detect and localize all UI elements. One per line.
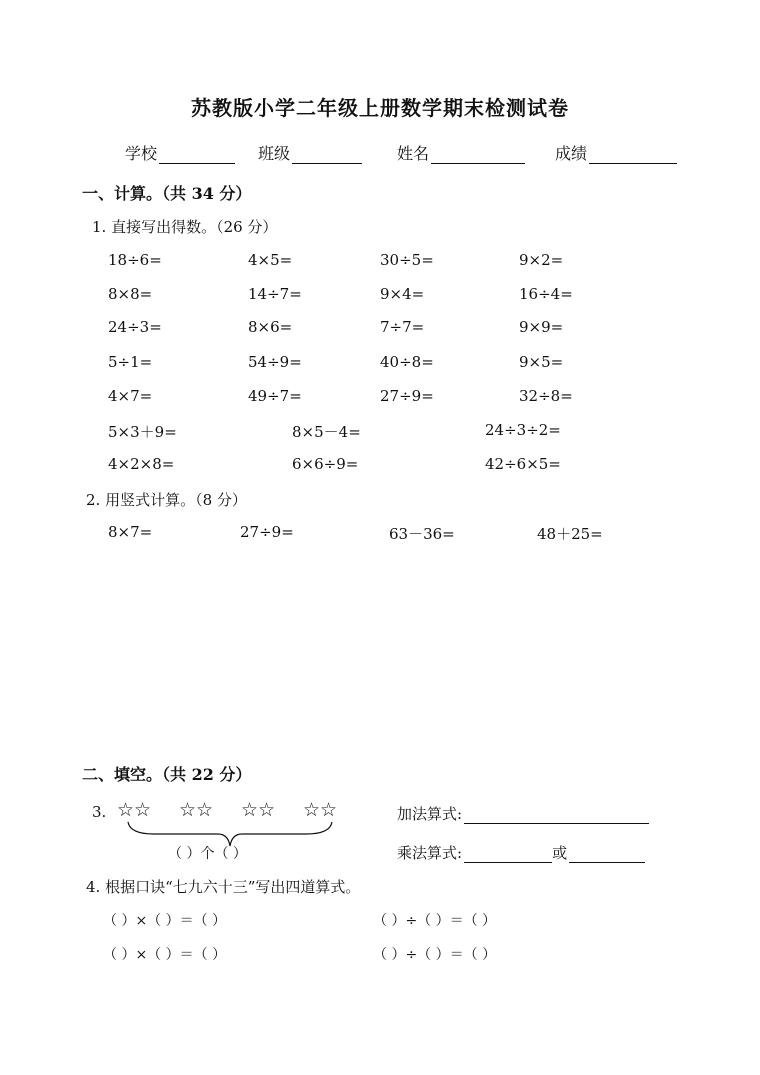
vertical-calc-item: 63－36=	[389, 525, 455, 543]
class-field	[258, 141, 362, 164]
mul-expression-blank-1[interactable]	[464, 845, 552, 863]
mixed-calc-item: 6×6÷9=	[292, 455, 359, 473]
calc-item: 4×7=	[108, 387, 153, 405]
q1-label: 1. 直接写出得数。（26 分）	[92, 218, 278, 236]
mixed-calc-item: 4×2×8=	[108, 455, 175, 473]
mul-expression-label: 乘法算式:	[397, 844, 463, 862]
mul-equation-blank[interactable]: （ ）×（ ）＝（ ）	[103, 947, 227, 963]
div-equation-blank[interactable]: （ ）÷（ ）＝（ ）	[373, 913, 497, 929]
school-blank[interactable]	[159, 146, 235, 164]
calc-item: 27÷9=	[380, 387, 434, 405]
score-field	[555, 141, 677, 164]
calc-item: 30÷5=	[380, 251, 434, 269]
name-label: 姓名	[397, 144, 430, 163]
section2-heading: 二、填空。（共 22 分）	[82, 765, 252, 784]
class-blank[interactable]	[292, 146, 362, 164]
name-field	[397, 141, 525, 164]
calc-item: 4×5=	[248, 251, 293, 269]
mul-expression-blank-2[interactable]	[569, 845, 645, 863]
calc-item: 5÷1=	[108, 353, 153, 371]
mixed-calc-item: 24÷3÷2=	[485, 421, 561, 439]
star-group: ☆☆	[117, 799, 152, 821]
add-expression-label: 加法算式:	[397, 805, 463, 823]
vertical-calc-item: 27÷9=	[240, 523, 294, 541]
mul-equation-blank[interactable]: （ ）×（ ）＝（ ）	[103, 913, 227, 929]
calc-item: 9×5=	[519, 353, 564, 371]
vertical-calc-item: 8×7=	[108, 523, 153, 541]
star-group: ☆☆	[179, 799, 214, 821]
add-expression-blank[interactable]	[464, 806, 649, 824]
mul-expression-field	[397, 842, 645, 863]
mixed-calc-item: 5×3＋9=	[108, 423, 177, 441]
or-label: 或	[552, 844, 568, 862]
calc-item: 9×9=	[519, 318, 564, 336]
add-expression-field	[397, 803, 649, 824]
star-group: ☆☆	[303, 799, 338, 821]
mixed-calc-item: 8×5－4=	[292, 423, 361, 441]
calc-item: 18÷6=	[108, 251, 162, 269]
q3-number: 3.	[92, 803, 107, 821]
q2-label: 2. 用竖式计算。（8 分）	[86, 491, 247, 509]
school-label: 学校	[125, 144, 158, 163]
calc-item: 49÷7=	[248, 387, 302, 405]
calc-item: 24÷3=	[108, 318, 162, 336]
calc-item: 54÷9=	[248, 353, 302, 371]
section1-heading: 一、计算。（共 34 分）	[82, 184, 252, 203]
school-field	[125, 141, 235, 164]
calc-item: 14÷7=	[248, 285, 302, 303]
calc-item: 32÷8=	[519, 387, 573, 405]
score-blank[interactable]	[589, 146, 677, 164]
calc-item: 8×6=	[248, 318, 293, 336]
calc-item: 40÷8=	[380, 353, 434, 371]
calc-item: 7÷7=	[380, 318, 425, 336]
vertical-calc-item: 48＋25=	[537, 525, 603, 543]
name-blank[interactable]	[431, 146, 525, 164]
group-count-blank[interactable]: （ ）个（ ）	[168, 846, 247, 862]
calc-item: 9×2=	[519, 251, 564, 269]
star-group: ☆☆	[241, 799, 276, 821]
class-label: 班级	[258, 144, 291, 163]
q4-label: 4. 根据口诀“七九六十三”写出四道算式。	[86, 878, 361, 896]
calc-item: 9×4=	[380, 285, 425, 303]
div-equation-blank[interactable]: （ ）÷（ ）＝（ ）	[373, 947, 497, 963]
calc-item: 8×8=	[108, 285, 153, 303]
calc-item: 16÷4=	[519, 285, 573, 303]
mixed-calc-item: 42÷6×5=	[485, 455, 561, 473]
score-label: 成绩	[555, 144, 588, 163]
page-title: 苏教版小学二年级上册数学期末检测试卷	[191, 96, 569, 120]
